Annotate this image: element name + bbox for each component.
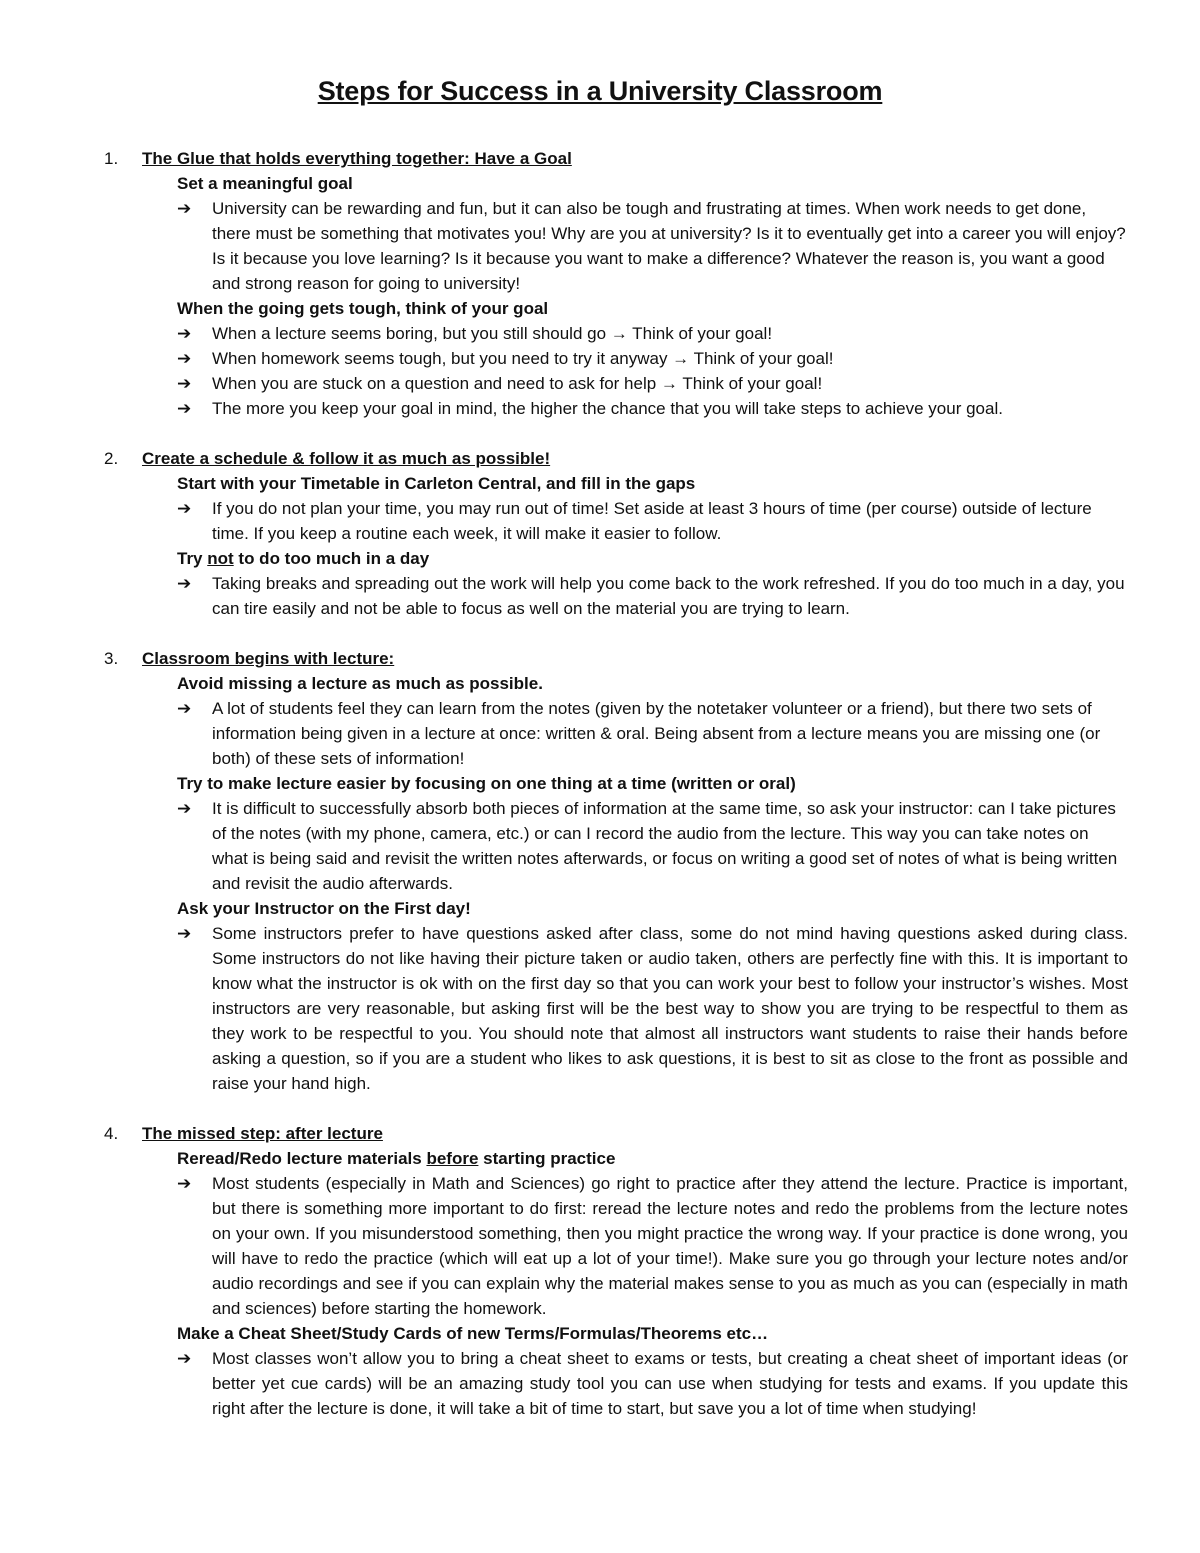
- subheading-underlined: before: [426, 1149, 479, 1168]
- section-3: [0, 646, 1200, 1096]
- right-arrow-icon: ➔: [177, 574, 192, 593]
- bullet-item: [0, 196, 1200, 296]
- right-arrow-icon: ➔: [177, 349, 192, 368]
- bullet-item: [0, 1346, 1200, 1421]
- right-arrow-icon: ➔: [177, 324, 192, 343]
- right-arrow-icon: ➔: [177, 199, 192, 218]
- section-4: [0, 1121, 1200, 1421]
- subheading: Set a meaningful goal: [177, 174, 353, 193]
- bullet-text: Most classes won’t allow you to bring a cheat sheet to exams or tests, but creating a cheat sheet of important ideas (or better yet cue cards) will be an amazing study tool you can use when studying for tests and exams. If you update this right after the lecture is done, it will take a bit of time to start, but save you a lot of time when studying!: [212, 1349, 1128, 1418]
- bullet-text: If you do not plan your time, you may run out of time! Set aside at least 3 hours of time (per course) outside of lecture time. If you keep a routine each week, it will make it easier to follow.: [212, 499, 1092, 543]
- bullet-item: [0, 696, 1200, 771]
- section-number: 1.: [104, 149, 119, 168]
- subheading: When the going gets tough, think of your goal: [177, 299, 549, 318]
- subheading: Make a Cheat Sheet/Study Cards of new Terms/Formulas/Theorems etc…: [177, 1324, 769, 1343]
- subheading: Avoid missing a lecture as much as possible.: [177, 674, 543, 693]
- subheading: Ask your Instructor on the First day!: [177, 899, 471, 918]
- subheading: Try to make lecture easier by focusing on one thing at a time (written or oral): [177, 774, 796, 793]
- subheading-text: starting practice: [478, 1149, 616, 1168]
- section-heading: [0, 646, 1200, 671]
- bullet-item: [0, 371, 1200, 396]
- section-number: 3.: [104, 649, 119, 668]
- bullet-item: [0, 496, 1200, 546]
- section-title: The missed step: after lecture: [142, 1124, 383, 1143]
- page-title: Steps for Success in a University Classroom: [317, 76, 883, 106]
- bullet-text: When homework seems tough, but you need to try it anyway → Think of your goal!: [212, 349, 834, 368]
- section-heading: [0, 146, 1200, 171]
- bullet-item: [0, 396, 1200, 421]
- subheading-text: to do too much in a day: [233, 549, 430, 568]
- bullet-text: Some instructors prefer to have questions asked after class, some do not mind having questions asked during class. Some instructors do not like having their picture taken or audio taken, others are perfectly fine with this. It is important to know what the instructor is ok with on the first day so that you can work your best to follow your instructor’s wishes. Most instructors are very reasonable, but asking first will be the best way to show you are trying to be respectful to them as they work to be respectful to you. You should note that almost all instructors want students to raise their hands before asking a question, so if you are a student who likes to ask questions, it is best to sit as close to the front as possible and raise your hand high.: [212, 924, 1128, 1093]
- bullet-text: When a lecture seems boring, but you still should go → Think of your goal!: [212, 324, 773, 343]
- right-arrow-icon: ➔: [177, 699, 192, 718]
- bullet-item: [0, 1171, 1200, 1321]
- right-arrow-icon: ➔: [177, 399, 192, 418]
- section-number: 2.: [104, 449, 119, 468]
- bullet-text: Taking breaks and spreading out the work will help you come back to the work refreshed. If you do too much in a day, you can tire easily and not be able to focus as well on the material you are trying to learn.: [212, 574, 1125, 618]
- section-heading: [0, 1121, 1200, 1146]
- section-2: [0, 446, 1200, 621]
- bullet-item: [0, 571, 1200, 621]
- subheading: [0, 546, 1200, 571]
- right-arrow-icon: ➔: [177, 799, 192, 818]
- document-body: [0, 146, 1200, 1446]
- bullet-item: [0, 346, 1200, 371]
- right-arrow-icon: ➔: [177, 374, 192, 393]
- subheading: Start with your Timetable in Carleton Central, and fill in the gaps: [177, 474, 696, 493]
- section-1: [0, 146, 1200, 421]
- bullet-text: Most students (especially in Math and Sciences) go right to practice after they attend the lecture. Practice is important, but there is something more important to do first: reread the lecture notes and redo the problems from the lecture notes on your own. If you misunderstood something, then you might practice the wrong way. If your practice is done wrong, you will have to redo the practice (which will eat up a lot of your time!). Make sure you go through your lecture notes and/or audio recordings and see if you can explain why the material makes sense to you as much as you can (especially in math and sciences) before starting the homework.: [212, 1174, 1128, 1318]
- bullet-text: When you are stuck on a question and need to ask for help → Think of your goal!: [212, 374, 823, 393]
- right-arrow-icon: ➔: [177, 924, 192, 943]
- section-heading: [0, 446, 1200, 471]
- bullet-item: [0, 921, 1200, 1096]
- subheading-text: Try: [177, 549, 208, 568]
- bullet-text: A lot of students feel they can learn from the notes (given by the notetaker volunteer or a friend), but there two sets of information being given in a lecture at once: written & oral. Being absent from a lecture means you are missing one (or both) of these sets of information!: [212, 699, 1101, 768]
- bullet-item: [0, 796, 1200, 896]
- right-arrow-icon: ➔: [177, 1349, 192, 1368]
- section-title: The Glue that holds everything together: Have a Goal: [142, 149, 572, 168]
- bullet-text: It is difficult to successfully absorb both pieces of information at the same time, so ask your instructor: can I take pictures of the notes (with my phone, camera, etc.) or can I record the audio from the lecture. This way you can take notes on what is being said and revisit the written notes afterwards, or focus on writing a good set of notes of what is being written and revisit the audio afterwards.: [212, 799, 1118, 893]
- subheading-text: Reread/Redo lecture materials: [177, 1149, 427, 1168]
- section-number: 4.: [104, 1124, 119, 1143]
- subheading-underlined: not: [207, 549, 234, 568]
- bullet-text: The more you keep your goal in mind, the higher the chance that you will take steps to achieve your goal.: [212, 399, 1003, 418]
- right-arrow-icon: ➔: [177, 1174, 192, 1193]
- bullet-item: [0, 321, 1200, 346]
- subheading: [0, 1146, 1200, 1171]
- bullet-text: University can be rewarding and fun, but it can also be tough and frustrating at times. When work needs to get done, there must be something that motivates you! Why are you at university? Is it to eventually get into a career you will enjoy? Is it because you love learning? Is it because you want to make a difference? Whatever the reason is, you want a good and strong reason for going to university!: [212, 199, 1126, 293]
- section-title: Classroom begins with lecture:: [142, 649, 395, 668]
- right-arrow-icon: ➔: [177, 499, 192, 518]
- section-title: Create a schedule & follow it as much as possible!: [142, 449, 551, 468]
